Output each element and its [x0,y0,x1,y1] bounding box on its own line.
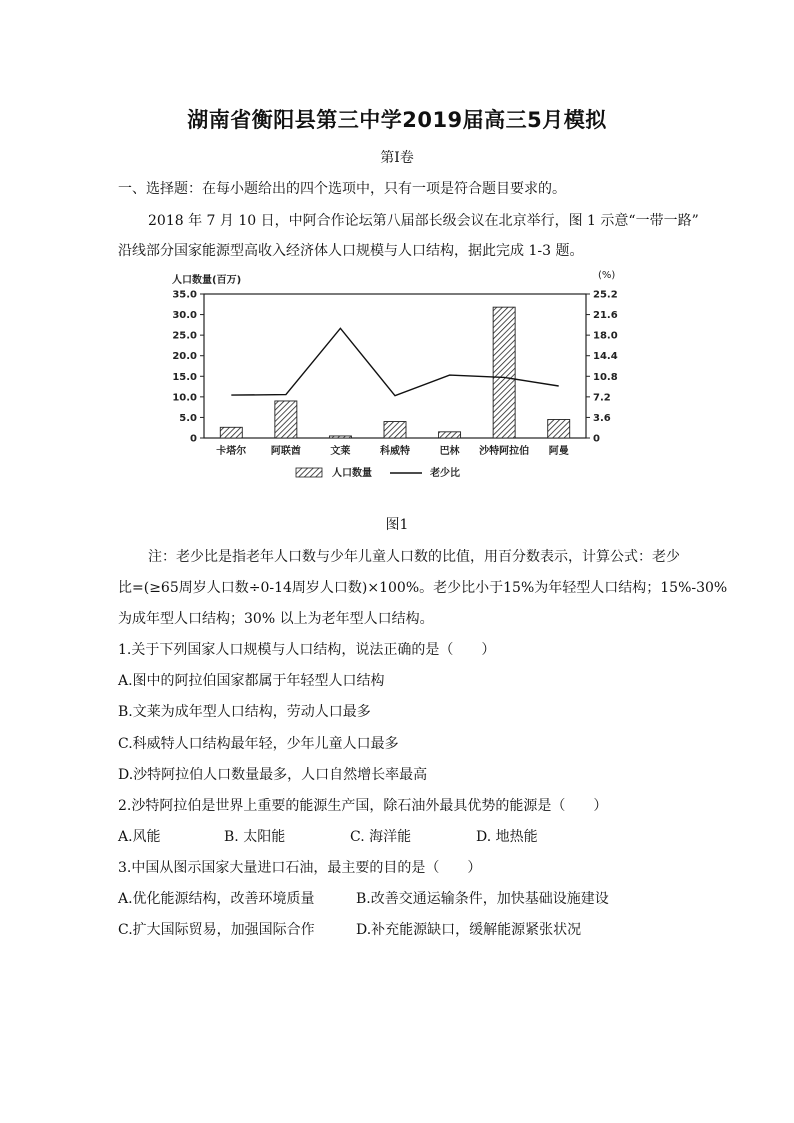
legend-bar-swatch [296,468,322,477]
y-left-tick-label: 15.0 [172,371,197,383]
y-left-tick-label: 25.0 [172,330,197,342]
y-left-tick-label: 0 [190,433,197,445]
intro-line-1: 2018 年 7 月 10 日，中阿合作论坛第八届部长级会议在北京举行，图 1 示意“一带一路” [148,213,699,229]
legend-bar-label: 人口数量 [332,468,372,479]
note-line-3: 为成年型人口结构；30% 以上为老年型人口结构。 [118,611,434,627]
population-bar [384,422,406,438]
population-bar [493,307,515,438]
x-category-label: 阿曼 [548,446,569,457]
q2-option-d: D. 地热能 [476,829,538,845]
section-heading: 一、选择题：在每小题给出的四个选项中，只有一项是符合题目要求的。 [118,181,566,197]
note-line-2: 比=(≥65周岁人口数÷0-14周岁人口数)×100%。老少比小于15%为年轻型人口结构；15%-30% [118,580,728,596]
x-category-label: 科威特 [380,446,410,457]
q3-option-b: B.改善交通运输条件，加快基础设施建设 [356,891,609,907]
q2-option-b: B. 太阳能 [224,829,286,845]
y-left-tick-label: 35.0 [172,289,197,301]
q3-option-c: C.扩大国际贸易，加强国际合作 [118,922,315,938]
plot-frame [204,294,586,438]
q3-option-a: A.优化能源结构，改善环境质量 [118,891,315,907]
y-left-tick-label: 5.0 [179,412,197,424]
population-chart [168,262,628,488]
legend [296,466,460,479]
population-bar [220,427,242,438]
y-left-tick-label: 20.0 [172,351,197,363]
y-right-tick-label: 14.4 [593,351,618,363]
y-right-tick-label: 0 [593,433,600,445]
y-right-label: (%) [598,270,616,281]
x-category-label: 文莱 [330,446,351,457]
y-left-tick-label: 30.0 [172,310,197,322]
y-right-tick-label: 21.6 [593,310,618,322]
q2-option-c: C. 海洋能 [350,829,412,845]
population-bar [548,419,570,438]
y-right-tick-label: 3.6 [593,412,611,424]
q1-option-a: A.图中的阿拉伯国家都属于年轻型人口结构 [118,673,385,689]
page-title: 湖南省衡阳县第三中学2019届高三5月模拟 [187,108,607,132]
figure-caption: 图1 [385,517,409,533]
y-right-tick-label: 10.8 [593,371,618,383]
q2-stem: 2.沙特阿拉伯是世界上重要的能源生产国，除石油外最具优势的能源是（ ） [118,798,608,814]
q1-option-c: C.科威特人口结构最年轻，少年儿童人口最多 [118,736,399,752]
y-right-tick-label: 18.0 [593,330,618,342]
note-line-1: 注：老少比是指老年人口数与少年儿童人口数的比值，用百分数表示，计算公式：老少 [148,549,680,565]
y-left-label: 人口数量(百万) [172,275,242,286]
y-right-tick-label: 7.2 [593,392,611,404]
y-left-tick-label: 10.0 [172,392,197,404]
legend-line-label: 老少比 [430,468,460,479]
y-right-tick-label: 25.2 [593,289,618,301]
population-bar [439,432,461,438]
x-category-label: 卡塔尔 [216,446,247,457]
x-category-label: 沙特阿拉伯 [479,446,530,457]
q1-stem: 1.关于下列国家人口规模与人口结构，说法正确的是（ ） [118,642,496,658]
intro-line-2: 沿线部分国家能源型高收入经济体人口规模与人口结构，据此完成 1-3 题。 [118,243,584,259]
population-bar [275,401,297,438]
q1-option-b: B.文莱为成年型人口结构，劳动人口最多 [118,704,371,720]
q3-stem: 3.中国从图示国家大量进口石油，最主要的目的是（ ） [118,860,482,876]
x-category-label: 巴林 [439,446,460,457]
q1-option-d: D.沙特阿拉伯人口数量最多，人口自然增长率最高 [118,767,428,783]
q2-option-a: A.风能 [118,829,161,845]
q3-option-d: D.补充能源缺口，缓解能源紧张状况 [356,922,582,938]
part-label: 第Ⅰ卷 [380,150,414,166]
x-category-label: 阿联酋 [270,446,301,457]
population-bar [329,436,351,438]
